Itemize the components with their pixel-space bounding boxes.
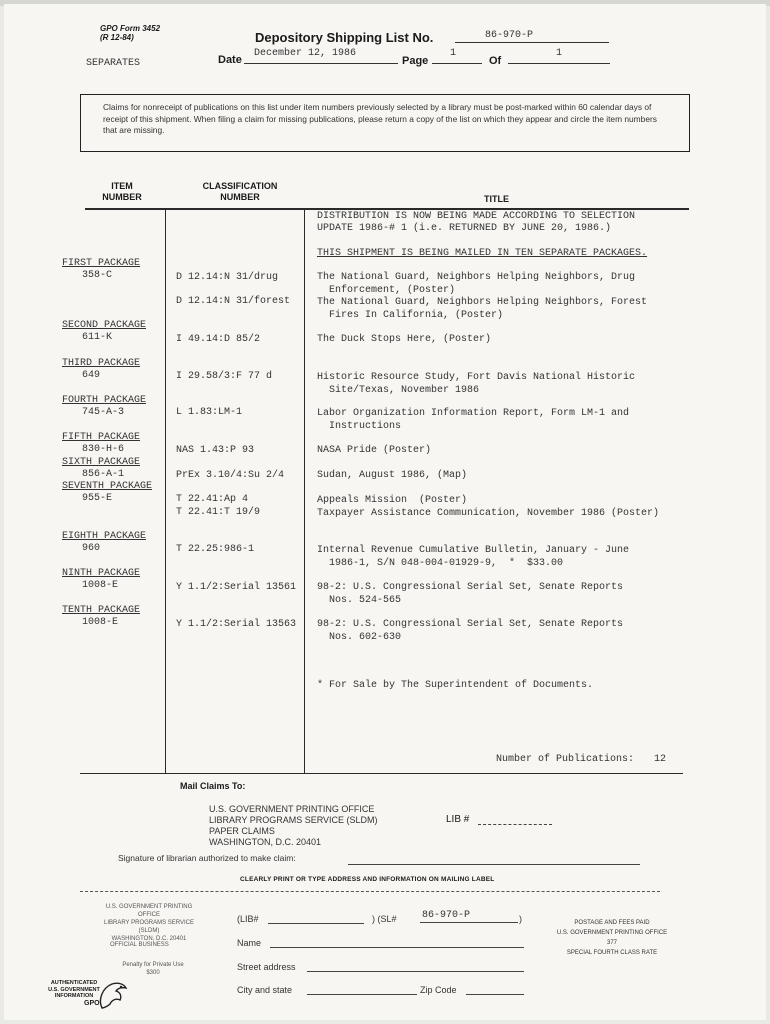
sales-footnote: * For Sale by The Superintendent of Documents.: [317, 680, 594, 691]
item-header-line2: NUMBER: [102, 192, 142, 202]
form-id-line1: GPO Form 3452: [100, 24, 161, 33]
class-header-line2: NUMBER: [220, 192, 260, 202]
page-field: 1: [432, 48, 482, 64]
class-number-1: D 12.14:N 31/drug: [176, 272, 279, 283]
return-address: [96, 903, 202, 943]
clearly-print-note: CLEARLY PRINT OR TYPE ADDRESS AND INFORMATION ON MAILING LABEL: [240, 876, 495, 883]
address-line: WASHINGTON, D.C. 20401: [209, 837, 322, 847]
title-entry-10: [317, 545, 629, 570]
postage-line: POSTAGE AND FEES PAID: [574, 920, 650, 926]
form-id-line2: (R 12-84): [100, 33, 134, 42]
name-label: Name: [237, 938, 262, 948]
lib-number-label: LIB #: [446, 814, 470, 825]
return-line: LIBRARY PROGRAMS SERVICE (SLDM): [103, 920, 195, 934]
title-line: 1986-1, S/N 048-004-01929-9, * $33.00: [317, 557, 564, 569]
lib-number-field[interactable]: [478, 823, 552, 825]
package-2: [62, 320, 146, 344]
form-title: Depository Shipping List No.: [255, 30, 434, 45]
package-1: [62, 258, 140, 282]
postage-line: 377: [606, 940, 617, 946]
package-item: 1008-E: [82, 617, 119, 628]
lib-entry-line[interactable]: [268, 923, 364, 924]
title-line: Nos. 524-565: [317, 594, 402, 606]
package-6: [62, 457, 140, 481]
page-label: Page: [402, 55, 429, 67]
bottom-rule: [80, 773, 683, 774]
title-line: Internal Revenue Cumulative Bulletin, January - June: [317, 545, 630, 556]
title-line: NASA Pride (Poster): [317, 445, 432, 456]
intro-line-1: DISTRIBUTION IS NOW BEING MADE ACCORDING TO SELECTION: [317, 211, 636, 222]
package-item: 611-K: [82, 332, 113, 343]
publication-count: 12: [654, 754, 667, 765]
address-line: LIBRARY PROGRAMS SERVICE (SLDM): [209, 815, 378, 825]
title-line: 98-2: U.S. Congressional Serial Set, Senate Reports: [317, 619, 624, 630]
package-label: EIGHTH PACKAGE: [62, 531, 147, 542]
title-header: TITLE: [484, 194, 509, 204]
authenticated-gpo-logo: [46, 980, 102, 1000]
package-item: 745-A-3: [82, 407, 125, 418]
title-line: Appeals Mission (Poster): [317, 495, 468, 506]
form-id: [100, 24, 160, 42]
header-rule: [85, 208, 689, 210]
title-entry-2: [317, 297, 647, 322]
package-10: [62, 605, 140, 629]
title-entry-3: [317, 334, 491, 347]
class-number-2: D 12.14:N 31/forest: [176, 296, 291, 307]
sl-label-prefix: ) (SL#: [372, 914, 397, 924]
title-entry-8: [317, 495, 467, 508]
postage-indicia: [546, 918, 678, 958]
title-line: Fires In California, (Poster): [317, 309, 504, 321]
package-9: [62, 568, 140, 592]
title-line: Instructions: [317, 420, 402, 432]
postage-line: U.S. GOVERNMENT PRINTING OFFICE: [556, 930, 668, 936]
package-item: 856-A-1: [82, 469, 125, 480]
title-entry-1: [317, 272, 635, 297]
address-line: PAPER CLAIMS: [209, 826, 275, 836]
signature-label: Signature of librarian authorized to make claim:: [118, 853, 296, 863]
package-label: SIXTH PACKAGE: [62, 457, 141, 468]
title-line: Labor Organization Information Report, Form LM-1 and: [317, 408, 630, 419]
title-line: Taxpayer Assistance Communication, November 1986 (Poster): [317, 508, 660, 519]
city-line[interactable]: [307, 994, 417, 995]
class-number-10: T 22.25:986-1: [176, 544, 255, 555]
title-line: 98-2: U.S. Congressional Serial Set, Senate Reports: [317, 582, 624, 593]
title-entry-5: [317, 408, 629, 433]
street-line[interactable]: [307, 971, 524, 972]
of-label: Of: [489, 55, 502, 67]
package-label: SECOND PACKAGE: [62, 320, 147, 331]
package-item: 649: [82, 370, 101, 381]
class-number-12: Y 1.1/2:Serial 13563: [176, 619, 297, 630]
class-number-4: I 29.58/3:F 77 d: [176, 371, 273, 382]
cut-line: [80, 891, 660, 892]
package-item: 955-E: [82, 493, 113, 504]
title-line: Enforcement, (Poster): [317, 284, 456, 296]
package-item: 358-C: [82, 270, 113, 281]
title-line: The National Guard, Neighbors Helping Neighbors, Forest: [317, 297, 648, 308]
lib-label-prefix: (LIB#: [237, 914, 259, 924]
package-5: [62, 432, 140, 456]
list-number-field: 86-970-P: [455, 30, 609, 43]
item-header-line1: ITEM: [111, 181, 133, 191]
zip-line[interactable]: [466, 994, 524, 995]
title-line: The National Guard, Neighbors Helping Neighbors, Drug: [317, 272, 636, 283]
title-entry-6: [317, 445, 431, 458]
item-number-header: [92, 181, 152, 203]
package-item: 830-H-6: [82, 444, 125, 455]
package-label: FIFTH PACKAGE: [62, 432, 141, 443]
title-line: Sudan, August 1986, (Map): [317, 470, 468, 481]
title-entry-4: [317, 372, 635, 397]
package-4: [62, 395, 146, 419]
date-field: December 12, 1986: [244, 48, 398, 64]
mail-address: [209, 804, 378, 848]
class-number-9: T 22.41:T 19/9: [176, 507, 261, 518]
class-number-11: Y 1.1/2:Serial 13561: [176, 582, 297, 593]
package-7: [62, 481, 152, 505]
class-number-3: I 49.14:D 85/2: [176, 334, 261, 345]
class-number-5: L 1.83:LM-1: [176, 407, 243, 418]
penalty-line: $300: [146, 970, 160, 976]
street-label: Street address: [237, 962, 296, 972]
package-3: [62, 358, 140, 382]
package-item: 960: [82, 543, 101, 554]
signature-line[interactable]: [348, 864, 640, 865]
package-label: TENTH PACKAGE: [62, 605, 141, 616]
title-entry-12: [317, 619, 623, 644]
package-item: 1008-E: [82, 580, 119, 591]
section-label: SEPARATES: [86, 58, 141, 69]
logo-line: AUTHENTICATED: [50, 980, 98, 986]
name-line[interactable]: [270, 947, 524, 948]
return-line: U.S. GOVERNMENT PRINTING OFFICE: [105, 904, 193, 918]
eagle-icon: [96, 978, 130, 1014]
penalty-line: Penalty for Private Use: [122, 962, 184, 968]
date-label: Date: [218, 54, 242, 66]
city-label: City and state: [237, 985, 293, 995]
title-line: Historic Resource Study, Fort Davis National Historic: [317, 372, 636, 383]
package-label: THIRD PACKAGE: [62, 358, 141, 369]
sl-label-suffix: ): [519, 914, 522, 924]
title-line: Site/Texas, November 1986: [317, 384, 480, 396]
package-label: NINTH PACKAGE: [62, 568, 141, 579]
title-entry-7: [317, 470, 467, 483]
class-header-line1: CLASSIFICATION: [202, 181, 278, 191]
item-column-divider: [165, 208, 166, 773]
logo-line: U.S. GOVERNMENT: [48, 986, 100, 993]
package-label: FOURTH PACKAGE: [62, 395, 147, 406]
return-line: WASHINGTON, D.C. 20401: [111, 936, 187, 942]
publication-count-label: Number of Publications:: [496, 754, 635, 765]
package-8: [62, 531, 146, 555]
mail-claims-heading: Mail Claims To:: [180, 781, 246, 791]
sl-number-field: 86-970-P: [420, 910, 518, 923]
class-number-6: NAS 1.43:P 93: [176, 445, 255, 456]
class-number-8: T 22.41:Ap 4: [176, 494, 249, 505]
title-line: Nos. 602-630: [317, 631, 402, 643]
intro-line-2: UPDATE 1986-# 1 (i.e. RETURNED BY JUNE 20, 1986.): [317, 223, 612, 234]
address-line: U.S. GOVERNMENT PRINTING OFFICE: [209, 804, 375, 814]
official-business: OFFICIAL BUSINESS: [110, 942, 169, 948]
claims-notice-box: Claims for nonreceipt of publications on this list under item numbers previously selected by a library must be post-marked within 60 calendar days of receipt of this shipment. When filing a claim for missing publications, please return a copy of the list on which they appear and circle the item numbers that are missing.: [80, 94, 690, 152]
title-entry-11: [317, 582, 623, 607]
classification-number-header: [180, 181, 300, 203]
package-label: SEVENTH PACKAGE: [62, 481, 153, 492]
class-number-7: PrEx 3.10/4:Su 2/4: [176, 470, 285, 481]
intro-line-3: THIS SHIPMENT IS BEING MAILED IN TEN SEPARATE PACKAGES.: [317, 248, 648, 259]
class-column-divider: [304, 208, 305, 773]
package-label: FIRST PACKAGE: [62, 258, 141, 269]
logo-line: INFORMATION: [54, 993, 94, 999]
title-line: The Duck Stops Here, (Poster): [317, 334, 492, 345]
logo-gpo-text: GPO: [84, 1000, 100, 1007]
zip-label: Zip Code: [420, 985, 457, 995]
of-field: 1: [508, 48, 610, 64]
postage-line: SPECIAL FOURTH CLASS RATE: [566, 950, 658, 956]
title-entry-9: [317, 508, 659, 521]
penalty-note: [118, 961, 188, 977]
